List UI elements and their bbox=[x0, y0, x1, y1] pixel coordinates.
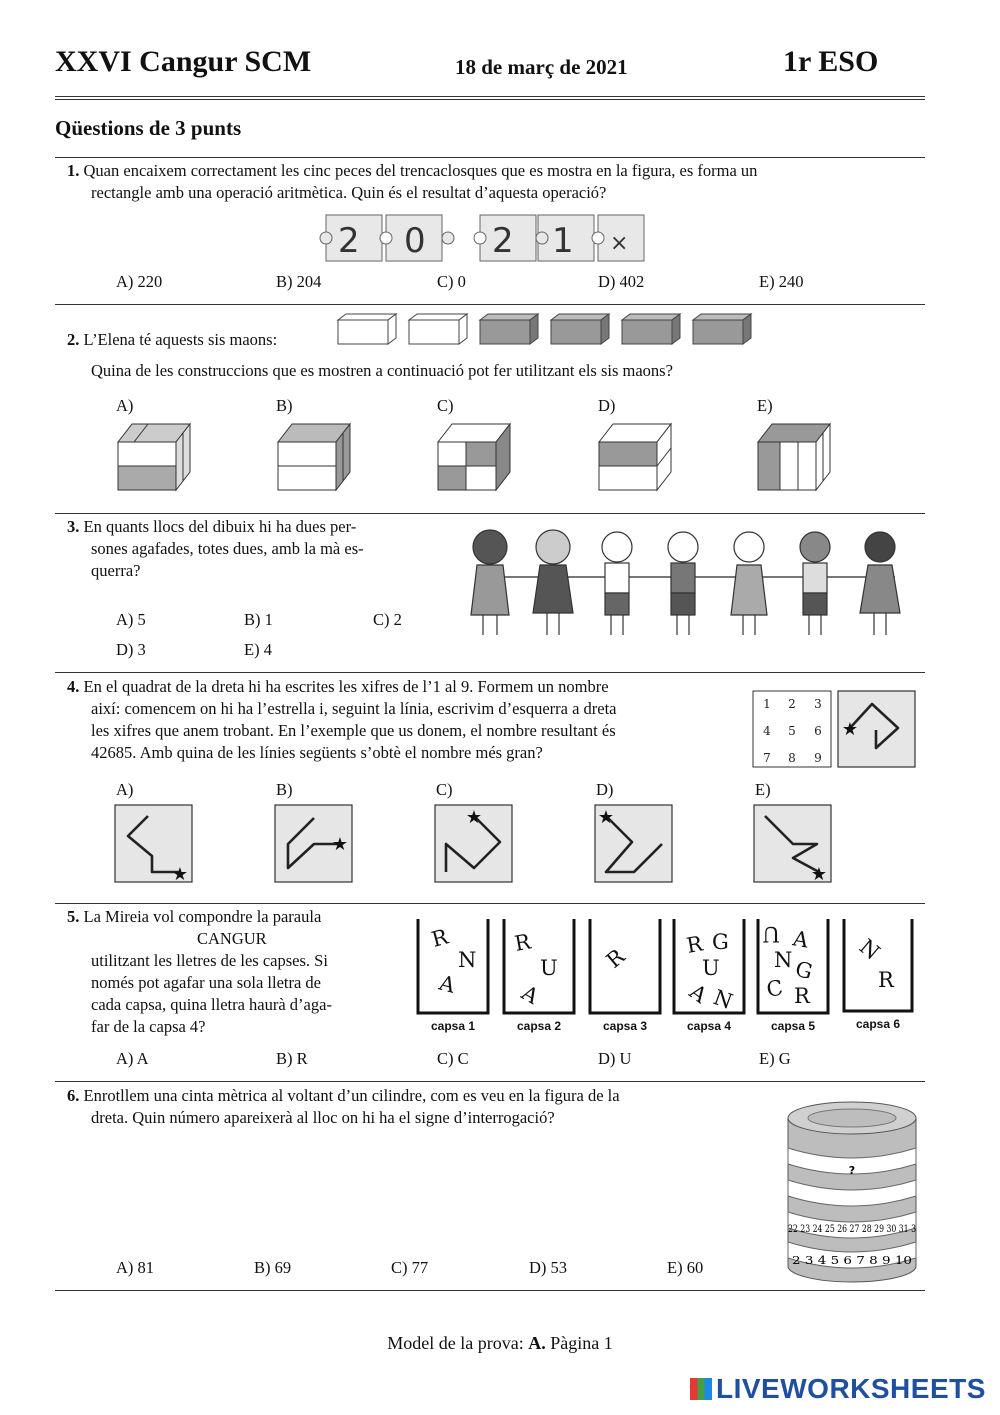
box6-label: capsa 6 bbox=[855, 1017, 901, 1031]
q2-construction-c bbox=[432, 420, 514, 495]
q2-construction-e bbox=[752, 420, 834, 495]
star-icon: ★ bbox=[841, 719, 859, 739]
question-1 bbox=[67, 160, 927, 204]
puzzle-piece-2-label: 0 bbox=[404, 221, 426, 261]
footer-suffix: Pàgina 1 bbox=[545, 1333, 613, 1353]
children-holding-hands-figure bbox=[455, 525, 915, 643]
box3-label: capsa 3 bbox=[602, 1019, 648, 1033]
question-6-line-1: Enrotllem una cinta mètrica al voltant d’un cilindre, com es veu en la figura de la bbox=[83, 1086, 620, 1105]
question-5-word: CANGUR bbox=[197, 929, 267, 948]
q2-option-d-label[interactable]: D) bbox=[598, 396, 616, 415]
liveworksheets-logo bbox=[690, 1373, 986, 1405]
box1-letter-r: R bbox=[429, 924, 451, 952]
brick-gray-3 bbox=[622, 314, 680, 344]
box4-letter-a: A bbox=[685, 979, 712, 1008]
q4-option-a-label[interactable]: A) bbox=[116, 780, 134, 799]
grid-digit-3: 3 bbox=[814, 697, 822, 711]
box5-letter-g: G bbox=[792, 956, 816, 985]
tape-numbers-lower: 2 3 4 5 6 7 8 9 10 bbox=[792, 1254, 912, 1267]
question-5 bbox=[67, 906, 397, 1038]
box4-label: capsa 4 bbox=[686, 1019, 732, 1033]
box4-letter-n: N bbox=[710, 985, 736, 1014]
q3-option-c[interactable]: C) 2 bbox=[373, 610, 402, 629]
letter-boxes-figure bbox=[412, 915, 922, 1040]
box5-letter-a: A bbox=[791, 926, 811, 953]
box4-letter-u: U bbox=[702, 956, 720, 980]
puzzle-piece-4-label: 1 bbox=[552, 221, 574, 261]
box5-letter-c: C bbox=[764, 975, 785, 1002]
box1-letter-n: N bbox=[458, 948, 477, 972]
q2-top-rule bbox=[55, 304, 925, 305]
question-6-line-2: dreta. Quin número apareixerà al lloc on hi ha el signe d’interrogació? bbox=[91, 1108, 555, 1127]
tape-question-mark: ? bbox=[848, 1164, 856, 1177]
brick-gray-4 bbox=[693, 314, 751, 344]
q4-option-c-label[interactable]: C) bbox=[436, 780, 453, 799]
box2-label: capsa 2 bbox=[516, 1019, 562, 1033]
question-4 bbox=[67, 676, 737, 764]
brick-white-1 bbox=[338, 314, 396, 344]
box1-letter-a: A bbox=[436, 970, 458, 998]
question-4-line-3: les xifres que anem trobant. En l’exemple que us donem, el nombre resultant és bbox=[91, 721, 616, 740]
q5-option-c[interactable]: C) C bbox=[437, 1049, 469, 1068]
question-3-line-2: sones agafades, totes dues, amb la mà es- bbox=[91, 539, 364, 558]
q5-option-b[interactable]: B) R bbox=[276, 1049, 308, 1068]
q1-option-b[interactable]: B) 204 bbox=[276, 272, 322, 291]
logo-icon bbox=[690, 1378, 712, 1400]
question-6 bbox=[67, 1085, 767, 1129]
q4-option-c-figure bbox=[434, 804, 514, 884]
box5-label: capsa 5 bbox=[770, 1019, 816, 1033]
box1-label: capsa 1 bbox=[430, 1019, 476, 1033]
q4-option-e-label[interactable]: E) bbox=[755, 780, 771, 799]
child-6 bbox=[800, 532, 830, 635]
star-icon: ★ bbox=[597, 807, 615, 827]
q5-option-a[interactable]: A) A bbox=[116, 1049, 149, 1068]
number-grid-example bbox=[752, 690, 917, 770]
star-icon: ★ bbox=[810, 864, 828, 884]
q5-option-d[interactable]: D) U bbox=[598, 1049, 632, 1068]
box6-letter-r: R bbox=[878, 968, 894, 992]
question-2-number: 2. bbox=[67, 330, 80, 349]
question-3-line-3: querra? bbox=[91, 561, 141, 580]
star-icon: ★ bbox=[171, 864, 189, 884]
question-5-line-3: utilitzant les lletres de les capses. Si bbox=[91, 951, 328, 970]
q3-option-e[interactable]: E) 4 bbox=[244, 640, 272, 659]
q5-top-rule bbox=[55, 903, 925, 904]
q2-construction-b bbox=[272, 420, 354, 495]
q6-top-rule bbox=[55, 1081, 925, 1082]
q5-option-e[interactable]: E) G bbox=[759, 1049, 791, 1068]
q1-option-d[interactable]: D) 402 bbox=[598, 272, 645, 291]
q1-option-c[interactable]: C) 0 bbox=[437, 272, 466, 291]
header-rule-2 bbox=[55, 99, 925, 100]
question-2-text-2: Quina de les construccions que es mostren a continuació pot fer utilitzant els sis maons? bbox=[91, 361, 673, 380]
grid-digit-2: 2 bbox=[788, 697, 796, 711]
question-3-number: 3. bbox=[67, 517, 80, 536]
box3-letter-r: R bbox=[601, 944, 630, 973]
q2-option-a-label[interactable]: A) bbox=[116, 396, 134, 415]
q3-option-b[interactable]: B) 1 bbox=[244, 610, 273, 629]
grid-digit-5: 5 bbox=[788, 724, 796, 738]
q2-option-c-label[interactable]: C) bbox=[437, 396, 454, 415]
footer-model: A. bbox=[528, 1333, 546, 1353]
q4-option-e-figure bbox=[753, 804, 833, 884]
q1-option-a[interactable]: A) 220 bbox=[116, 272, 163, 291]
q2-construction-d bbox=[593, 420, 675, 495]
footer-prefix: Model de la prova: bbox=[387, 1333, 529, 1353]
exam-title: XXVI Cangur SCM bbox=[55, 45, 312, 78]
question-3-line-1: En quants llocs del dibuix hi ha dues per- bbox=[83, 517, 357, 536]
q2-option-e-label[interactable]: E) bbox=[757, 396, 773, 415]
box6-letter-n: N bbox=[854, 934, 885, 965]
puzzle-piece-5-label: × bbox=[610, 231, 629, 256]
box5-letter-r: R bbox=[794, 984, 810, 1008]
star-icon: ★ bbox=[331, 834, 349, 854]
q1-option-e[interactable]: E) 240 bbox=[759, 272, 804, 291]
q1-top-rule bbox=[55, 157, 925, 158]
question-1-number: 1. bbox=[67, 161, 80, 180]
box5-letter-n: N bbox=[774, 948, 793, 972]
child-5 bbox=[731, 532, 767, 635]
star-icon: ★ bbox=[465, 807, 483, 827]
box2-letter-u: U bbox=[540, 956, 558, 980]
puzzle-piece-3-label: 2 bbox=[492, 221, 514, 261]
question-5-line-5: cada capsa, quina lletra haurà d’aga- bbox=[91, 995, 332, 1014]
question-6-number: 6. bbox=[67, 1086, 80, 1105]
question-1-text-1: Quan encaixem correctament les cinc peces del trencaclosques que es mostra en la figura, es forma un bbox=[83, 161, 758, 180]
q4-option-a-figure bbox=[114, 804, 194, 884]
grid-digit-7: 7 bbox=[763, 751, 771, 765]
q6-option-a[interactable]: A) 81 bbox=[116, 1258, 155, 1277]
brick-gray-1 bbox=[480, 314, 538, 344]
q2-option-b-label[interactable]: B) bbox=[276, 396, 293, 415]
q4-top-rule bbox=[55, 672, 925, 673]
q3-top-rule bbox=[55, 513, 925, 514]
question-5-line-4: només pot agafar una sola lletra de bbox=[91, 973, 321, 992]
q6-option-c[interactable]: C) 77 bbox=[391, 1258, 429, 1277]
grid-digit-9: 9 bbox=[814, 751, 822, 765]
q6-option-d[interactable]: D) 53 bbox=[529, 1258, 568, 1277]
box2-letter-r: R bbox=[512, 929, 533, 956]
question-5-line-1: La Mireia vol compondre la paraula bbox=[83, 907, 322, 926]
question-5-line-6: far de la capsa 4? bbox=[91, 1017, 206, 1036]
child-7 bbox=[860, 532, 900, 635]
page-footer bbox=[0, 1333, 1000, 1354]
q3-option-a[interactable]: A) 5 bbox=[116, 610, 146, 629]
q3-option-d[interactable]: D) 3 bbox=[116, 640, 146, 659]
logo-text: LIVEWORKSHEETS bbox=[716, 1373, 986, 1404]
brick-gray-2 bbox=[551, 314, 609, 344]
q6-bottom-rule bbox=[55, 1290, 925, 1291]
question-4-line-2: així: comencem on hi ha l’estrella i, seguint la línia, escrivim d’esquerra a dreta bbox=[91, 699, 617, 718]
child-2 bbox=[533, 530, 573, 635]
box2-letter-a: A bbox=[517, 980, 543, 1009]
q4-option-b-figure bbox=[274, 804, 354, 884]
question-3 bbox=[67, 516, 427, 582]
question-4-line-1: En el quadrat de la dreta hi ha escrites les xifres de l’1 al 9. Formem un nombre bbox=[83, 677, 609, 696]
q6-option-b[interactable]: B) 69 bbox=[254, 1258, 292, 1277]
grid-digit-8: 8 bbox=[788, 751, 796, 765]
question-4-number: 4. bbox=[67, 677, 80, 696]
question-2-text-1: L’Elena té aquests sis maons: bbox=[83, 330, 278, 349]
header-rule-1 bbox=[55, 96, 925, 97]
cylinder-tape-figure bbox=[782, 1098, 922, 1290]
question-2-line-1 bbox=[67, 329, 277, 351]
q4-option-d-figure bbox=[594, 804, 674, 884]
box4-letter-r: R bbox=[684, 931, 705, 958]
exam-grade: 1r ESO bbox=[783, 45, 879, 78]
q4-option-b-label[interactable]: B) bbox=[276, 780, 293, 799]
question-4-line-4: 42685. Amb quina de les línies següents s’obtè el nombre més gran? bbox=[91, 743, 543, 762]
question-5-number: 5. bbox=[67, 907, 80, 926]
exam-date: 18 de març de 2021 bbox=[455, 55, 628, 79]
grid-digit-6: 6 bbox=[814, 724, 822, 738]
q4-option-d-label[interactable]: D) bbox=[596, 780, 614, 799]
box4-letter-g: G bbox=[712, 930, 729, 954]
q6-option-e[interactable]: E) 60 bbox=[667, 1258, 704, 1277]
grid-digit-4: 4 bbox=[763, 724, 771, 738]
child-3 bbox=[602, 532, 632, 635]
brick-white-2 bbox=[409, 314, 467, 344]
tape-numbers-upper: 22 23 24 25 26 27 28 29 30 31 3 bbox=[788, 1224, 916, 1235]
puzzle-piece-1-label: 2 bbox=[338, 221, 360, 261]
question-1-text-2: rectangle amb una operació aritmètica. Quin és el resultat d’aquesta operació? bbox=[91, 183, 607, 202]
child-1 bbox=[471, 530, 509, 635]
box5-letter-u: U bbox=[762, 922, 780, 946]
grid-digit-1: 1 bbox=[763, 697, 771, 711]
bricks-figure bbox=[336, 312, 756, 348]
q2-construction-a bbox=[112, 420, 194, 495]
puzzle-pieces-figure bbox=[320, 210, 650, 266]
child-4 bbox=[668, 532, 698, 635]
section-title: Qüestions de 3 punts bbox=[55, 116, 242, 140]
